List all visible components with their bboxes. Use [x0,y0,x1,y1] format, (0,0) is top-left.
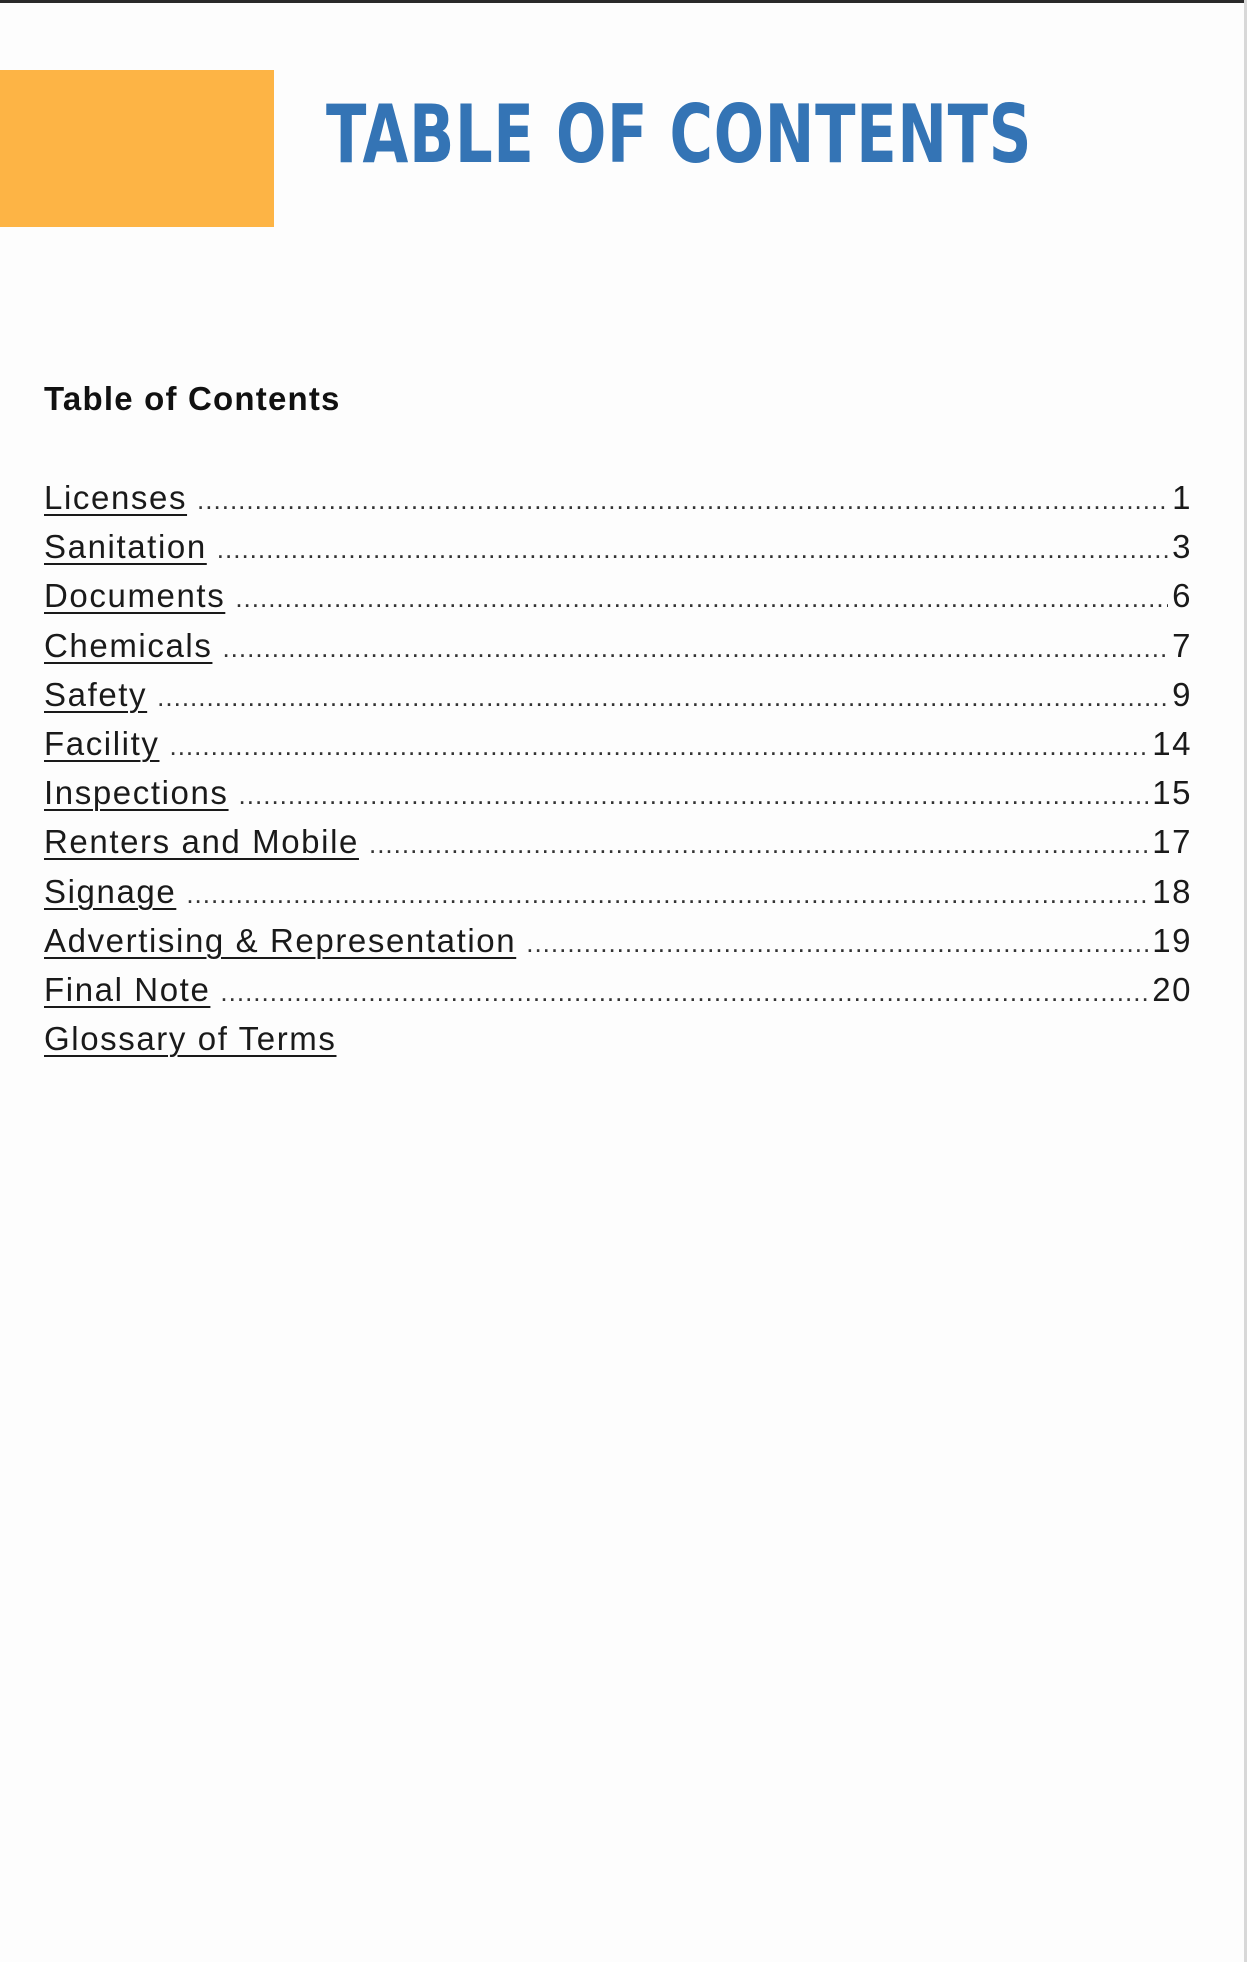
toc-leader [169,722,1148,771]
toc-page-number: 14 [1152,724,1192,762]
toc-entry-chemicals [44,621,1192,670]
toc-leader [197,476,1168,525]
toc-leader [217,525,1168,574]
toc-page-number: 6 [1172,577,1192,615]
toc-link-documents[interactable]: Documents [44,577,226,615]
toc-leader [222,624,1168,673]
toc-entry-renters-and-mobile [44,817,1192,866]
toc-leader [369,820,1148,869]
toc-page-number: 7 [1172,626,1192,664]
toc-leader [526,919,1148,968]
toc-entry-licenses [44,473,1192,522]
toc-link-signage[interactable]: Signage [44,872,177,910]
banner-title: TABLE OF CONTENTS [326,88,1033,181]
toc-link-licenses[interactable]: Licenses [44,479,188,516]
toc-entry-final-note [44,965,1192,1014]
toc-page-number: 9 [1172,675,1192,713]
toc-page-number: 20 [1152,970,1192,1008]
toc-page-number: 1 [1172,479,1192,516]
toc-link-facility[interactable]: Facility [44,724,160,762]
toc-page-number: 15 [1152,774,1192,812]
toc-link-glossary-of-terms[interactable]: Glossary of Terms [44,1020,337,1058]
toc-entry-facility [44,719,1192,768]
toc-link-advertising-representation[interactable]: Advertising & Representation [44,921,517,959]
toc-link-safety[interactable]: Safety [44,675,148,713]
toc-leader [157,673,1168,722]
toc-link-inspections[interactable]: Inspections [44,774,229,812]
toc-link-renters-and-mobile[interactable]: Renters and Mobile [44,823,359,861]
toc-entry-safety [44,670,1192,719]
toc-page-number: 17 [1152,823,1192,861]
toc-entry-advertising-representation [44,916,1192,965]
toc-heading: Table of Contents [44,380,341,417]
toc-link-sanitation[interactable]: Sanitation [44,528,207,566]
toc-entry-signage [44,867,1192,916]
toc-entry-sanitation [44,522,1192,571]
orange-accent-block [0,70,274,227]
toc-page-number: 19 [1152,921,1192,959]
toc-leader [235,574,1168,623]
toc-link-final-note[interactable]: Final Note [44,970,211,1008]
toc-page-number: 18 [1152,872,1192,910]
toc-leader [239,771,1149,820]
toc-list [44,473,1192,1063]
toc-page-number: 3 [1172,528,1192,566]
toc-entry-glossary-of-terms [44,1014,1192,1063]
toc-link-chemicals[interactable]: Chemicals [44,626,213,664]
toc-leader [220,968,1148,1017]
toc-entry-inspections [44,768,1192,817]
toc-entry-documents [44,571,1192,620]
toc-leader [186,870,1148,919]
